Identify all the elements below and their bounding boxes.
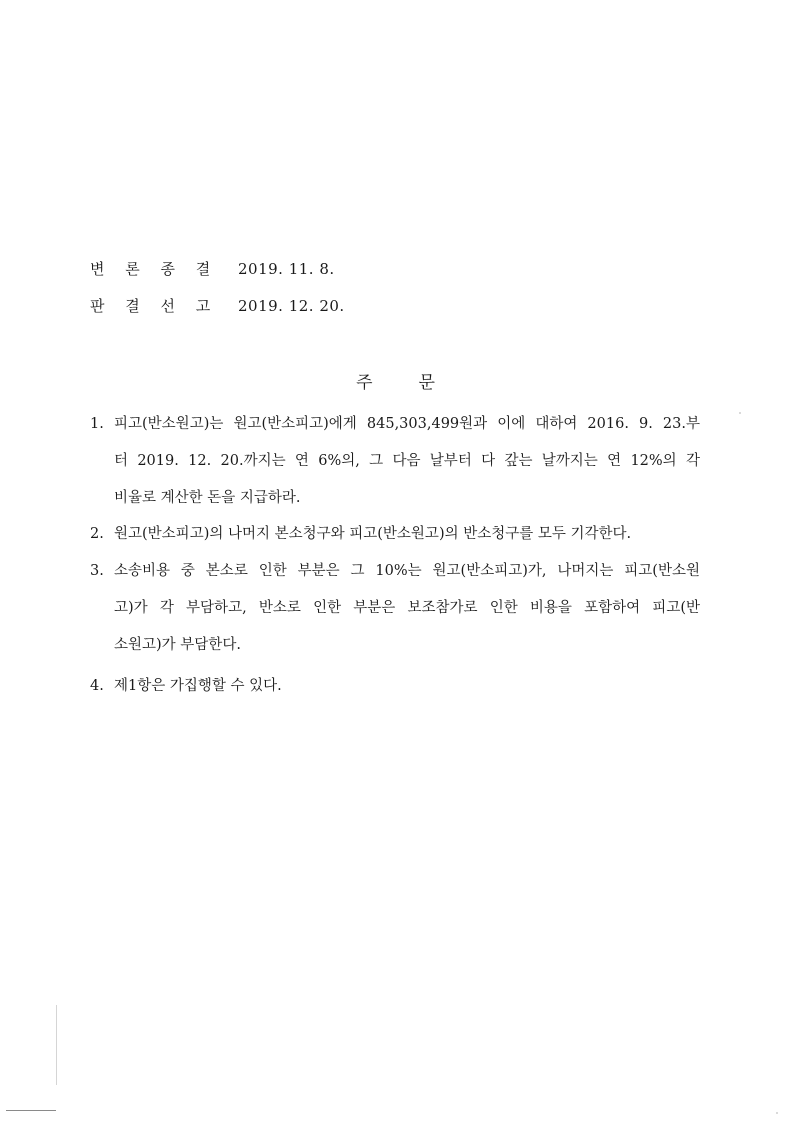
scan-margin-line <box>56 1005 57 1085</box>
order-item-number: 4. <box>90 678 104 694</box>
order-item-number: 3. <box>90 563 104 579</box>
judgment-date-row <box>90 296 345 316</box>
order-item-2 <box>90 516 700 553</box>
closing-argument-row <box>90 259 335 279</box>
judgment-label: 판 결 선 고 <box>90 297 219 315</box>
order-item-line: 소송비용 중 본소로 인한 부분은 그 10%는 원고(반소피고)가, 나머지는 피고(반소원 <box>114 563 700 579</box>
order-item-line: 비율로 계산한 돈을 지급하라. <box>114 490 301 506</box>
judgment-date: 2019. 12. 20. <box>238 297 345 315</box>
order-heading-left: 주 <box>356 373 375 393</box>
order-item-4 <box>90 668 700 705</box>
order-item-line: 제1항은 가집행할 수 있다. <box>114 678 282 694</box>
order-item-line: 소원고)가 부담한다. <box>114 637 241 653</box>
order-heading-right: 문 <box>418 373 437 393</box>
order-item-3 <box>90 553 700 664</box>
order-item-number: 1. <box>90 416 104 432</box>
closing-argument-label: 변 론 종 결 <box>90 260 219 278</box>
order-item-1 <box>90 406 700 517</box>
order-item-line: 원고(반소피고)의 나머지 본소청구와 피고(반소원고)의 반소청구를 모두 기각한다. <box>114 526 632 542</box>
order-item-line: 터 2019. 12. 20.까지는 연 6%의, 그 다음 날부터 다 갚는 날까지는 연 12%의 각 <box>114 453 700 469</box>
scan-speck <box>739 412 741 414</box>
closing-argument-date: 2019. 11. 8. <box>238 260 335 278</box>
order-heading <box>0 372 793 394</box>
scan-bottom-line <box>6 1110 56 1111</box>
scan-speck <box>776 1112 778 1114</box>
order-item-line: 피고(반소원고)는 원고(반소피고)에게 845,303,499원과 이에 대하여 2016. 9. 23.부 <box>114 416 700 432</box>
order-item-number: 2. <box>90 526 104 542</box>
order-item-line: 고)가 각 부담하고, 반소로 인한 부분은 보조참가로 인한 비용을 포함하여 피고(반 <box>114 600 700 616</box>
